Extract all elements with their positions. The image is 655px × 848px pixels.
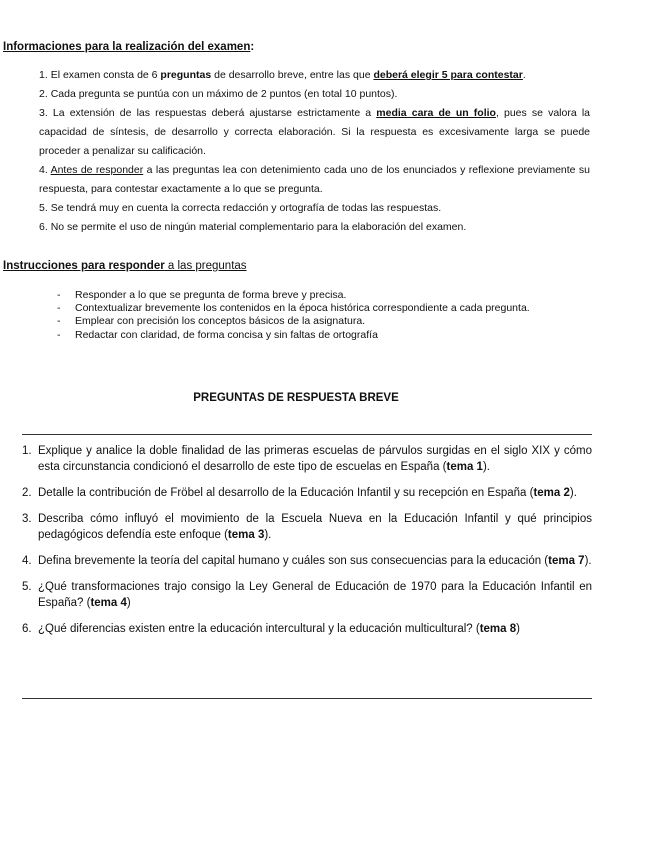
question-item: 4. Defina brevemente la teoría del capital humano y cuáles son sus consecuencias para la educación (tema 7). [22,555,592,567]
list-item: - Emplear con precisión los conceptos básicos de la asignatura. [57,315,530,328]
divider-bottom [22,698,592,699]
divider-top [22,434,592,435]
info-item: 1. El examen consta de 6 preguntas de desarrollo breve, entre las que deberá elegir 5 para contestar. [39,69,526,81]
questions-list [22,443,592,647]
section-title: PREGUNTAS DE RESPUESTA BREVE [193,392,399,404]
info-item: 5. Se tendrá muy en cuenta la correcta redacción y ortografía de todas las respuestas. [39,202,442,214]
info-heading: Informaciones para la realización del examen: [3,41,255,53]
question-item: 5. ¿Qué transformaciones trajo consigo la Ley General de Educación de 1970 para la Educación Infantil en España? (tema 4) [22,581,592,609]
list-item: - Contextualizar brevemente los contenidos en la época histórica correspondiente a cada pregunta. [57,302,530,315]
list-item: - Responder a lo que se pregunta de forma breve y precisa. [57,289,530,302]
question-item: 3. Describa cómo influyó el movimiento de la Escuela Nueva en la Educación Infantil y qué principios pedagógicos defendía este enfoque (tema 3). [22,513,592,541]
question-item: 6. ¿Qué diferencias existen entre la educación intercultural y la educación multicultural? (tema 8) [22,623,520,635]
list-item: - Redactar con claridad, de forma concisa y sin faltas de ortografía [57,329,530,342]
instructions-list [57,289,530,342]
info-item: 3. La extensión de las respuestas deberá ajustarse estrictamente a media cara de un folio, pues se valora la capacidad de síntesis, de desarrollo y correcta elaboración. Si la respuesta es excesivamente larga se puede proceder a penalizar su calificación. [39,107,590,157]
info-item: 4. Antes de responder a las preguntas lea con detenimiento cada uno de los enunciados y reflexione previamente su respuesta, para contestar exactamente a lo que se pregunta. [39,164,590,195]
instructions-heading: Instrucciones para responder a las preguntas [3,260,247,272]
question-item: 2. Detalle la contribución de Fröbel al desarrollo de la Educación Infantil y su recepción en España (tema 2). [22,487,577,499]
question-item: 1. Explique y analice la doble finalidad de las primeras escuelas de párvulos surgidas en el siglo XIX y cómo esta circunstancia condicionó el desarrollo de este tipo de escuelas en España (tema 1). [22,445,592,473]
info-item: 6. No se permite el uso de ningún material complementario para la elaboración del examen. [39,221,467,233]
info-list [39,66,590,237]
info-item: 2. Cada pregunta se puntúa con un máximo de 2 puntos (en total 10 puntos). [39,88,398,100]
